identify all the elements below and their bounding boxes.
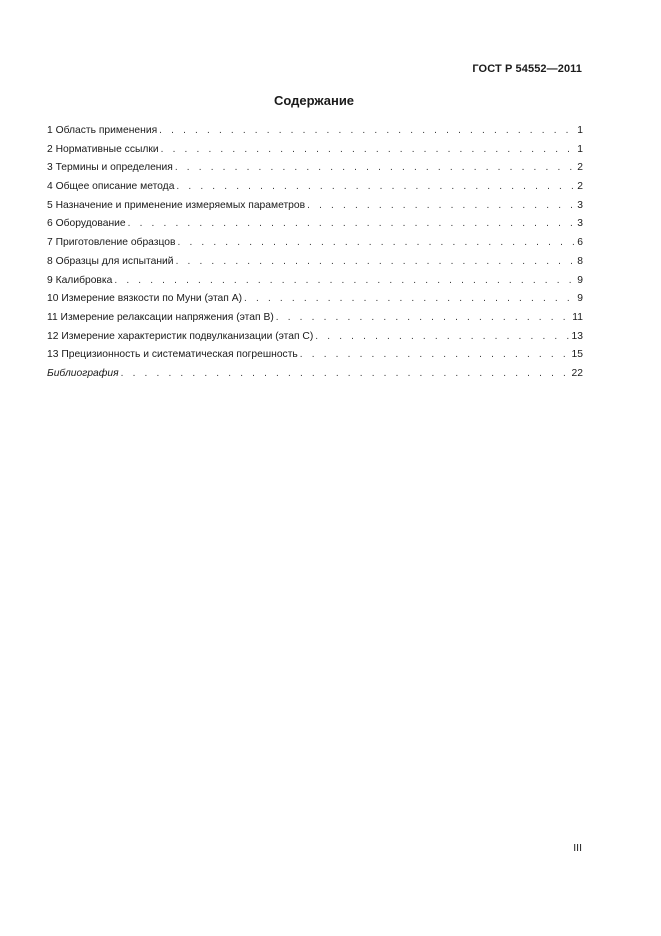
toc-entry[interactable]: [47, 178, 583, 197]
toc-entry-page: 15: [571, 349, 583, 361]
toc-entry[interactable]: [47, 328, 583, 347]
toc-entry-page: 22: [571, 367, 583, 379]
toc-entry[interactable]: [47, 159, 583, 178]
toc-leader-dots: [159, 122, 576, 141]
toc-leader-dots: [244, 290, 576, 309]
toc-entry-label: 11 Измерение релаксации напряжения (этап В): [47, 311, 274, 323]
toc-leader-dots: [114, 272, 576, 291]
toc-entry[interactable]: [47, 141, 583, 160]
toc-leader-dots: [315, 328, 570, 347]
toc-title: Содержание: [273, 93, 355, 108]
toc-entry-label: 6 Оборудование: [47, 218, 126, 230]
toc-entry-bibliography[interactable]: [47, 365, 583, 384]
toc-entry-label: 5 Назначение и применение измеряемых параметров: [47, 199, 306, 211]
toc-leader-dots: [307, 197, 576, 216]
toc-leader-dots: [175, 159, 576, 178]
toc-entry-page: 2: [577, 181, 583, 193]
toc-entry-label: 2 Нормативные ссылки: [47, 143, 159, 155]
toc-leader-dots: [128, 215, 577, 234]
toc-leader-dots: [121, 365, 571, 384]
toc-entry-page: 9: [577, 293, 583, 305]
toc-leader-dots: [300, 346, 571, 365]
toc-entry-label: 12 Измерение характеристик подвулканизации (этап С): [47, 330, 314, 342]
toc-entry-page: 3: [577, 218, 583, 230]
toc-leader-dots: [177, 234, 576, 253]
toc-entry-page: 2: [577, 162, 583, 174]
toc-entry-page: 13: [571, 330, 583, 342]
toc-entry[interactable]: [47, 197, 583, 216]
toc-entry-label: 8 Образцы для испытаний: [47, 255, 174, 267]
toc-entry[interactable]: [47, 215, 583, 234]
toc-leader-dots: [176, 178, 576, 197]
document-code: ГОСТ Р 54552—2011: [472, 63, 582, 75]
toc-entry-page: 9: [577, 274, 583, 286]
toc-entry[interactable]: [47, 122, 583, 141]
toc-leader-dots: [276, 309, 572, 328]
toc-entry[interactable]: [47, 234, 583, 253]
toc-leader-dots: [161, 141, 577, 160]
toc-entry-label: 4 Общее описание метода: [47, 181, 175, 193]
toc-entry-label: 1 Область применения: [47, 125, 158, 136]
toc-entry-label: 13 Прецизионность и систематическая погрешность: [47, 349, 298, 361]
table-of-contents: [47, 122, 583, 384]
toc-entry-page: 6: [577, 237, 583, 249]
toc-entry[interactable]: [47, 253, 583, 272]
toc-entry-label: 9 Калибровка: [47, 274, 113, 286]
toc-entry-label: 7 Приготовление образцов: [47, 237, 176, 249]
toc-entry-label: 3 Термины и определения: [47, 162, 173, 174]
toc-entry-page: 1: [577, 143, 583, 155]
toc-entry-label: 10 Измерение вязкости по Муни (этап А): [47, 293, 243, 305]
toc-entry[interactable]: [47, 309, 583, 328]
toc-entry-page: 1: [577, 125, 583, 136]
toc-leader-dots: [176, 253, 577, 272]
toc-entry[interactable]: [47, 290, 583, 309]
toc-entry-page: 8: [577, 255, 583, 267]
toc-entry[interactable]: [47, 272, 583, 291]
page-number: III: [573, 842, 582, 854]
toc-entry[interactable]: [47, 346, 583, 365]
toc-entry-page: 11: [572, 311, 583, 323]
toc-entry-label: Библиография: [47, 367, 119, 379]
toc-entry-page: 3: [577, 199, 583, 211]
